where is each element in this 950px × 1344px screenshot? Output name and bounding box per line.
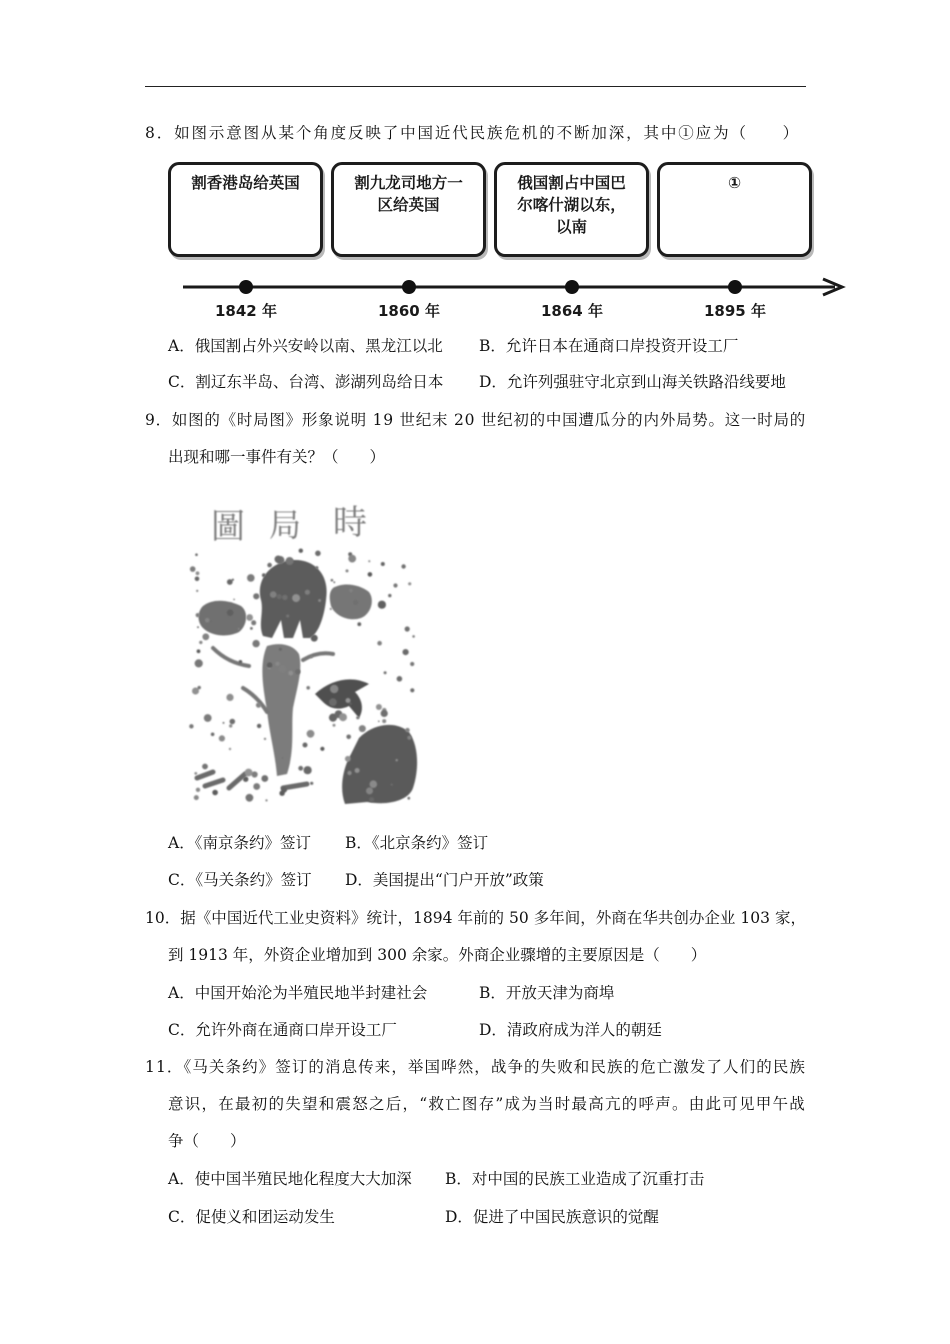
cartoon-speck <box>303 743 308 748</box>
cartoon-speck <box>368 572 373 577</box>
q11-option-c: C．促使义和团运动发生 <box>168 1208 335 1226</box>
cartoon-speck <box>396 759 398 761</box>
cartoon-speck <box>190 566 196 572</box>
q9-stem-line-2: 出现和哪一事件有关？（ ） <box>168 448 386 466</box>
q9-option-d: D．美国提出“门户开放”政策 <box>345 871 544 889</box>
cartoon-speck <box>356 716 359 719</box>
cartoon-speck <box>330 685 338 693</box>
cartoon-speck <box>339 713 347 721</box>
header-rule <box>145 86 806 87</box>
q11-stem-line-2: 意识，在最初的失望和震怒之后，“救亡图存”成为当时最高亢的呼声。由此可见甲午战 <box>168 1095 806 1113</box>
cartoon-title-char-2: 局 <box>268 506 302 544</box>
cartoon-speck <box>403 649 409 655</box>
q8-option-b: B．允许日本在通商口岸投资开设工厂 <box>479 337 739 355</box>
cartoon-speck <box>230 719 236 725</box>
cartoon-speck <box>227 609 234 616</box>
cartoon-speck <box>407 736 411 740</box>
timeline-axis <box>175 275 855 301</box>
cartoon-speck <box>315 566 318 569</box>
cartoon-speck <box>305 590 310 595</box>
cartoon-speck <box>299 549 303 553</box>
q8-stem: 8．如图示意图从某个角度反映了中国近代民族危机的不断加深，其中①应为（ ） <box>145 124 800 142</box>
timeline-box-2 <box>331 162 486 257</box>
q10-stem-line-2: 到 1913 年，外资企业增加到 300 余家。外商企业骤增的主要原因是（ ） <box>168 946 707 964</box>
cartoon-speck <box>370 780 378 788</box>
timeline-box-3-line-3: 以南 <box>555 218 587 236</box>
q11-option-d: D．促进了中国民族意识的觉醒 <box>445 1208 659 1226</box>
cartoon-speck <box>405 728 409 732</box>
cartoon-speck <box>410 688 414 692</box>
timeline-dot-3 <box>565 280 579 294</box>
cartoon-speck <box>349 589 353 593</box>
q8-option-a: A．俄国割占外兴安岭以南、黑龙江以北 <box>168 337 443 355</box>
cartoon-speck <box>196 788 200 792</box>
q11-stem-line-3: 争（ ） <box>168 1132 246 1150</box>
cartoon-speck <box>391 784 393 786</box>
cartoon-speck <box>265 799 267 801</box>
cartoon-speck <box>251 620 256 625</box>
timeline-year-3: 1864 年 <box>541 302 603 320</box>
cartoon-speck <box>286 615 289 618</box>
cartoon-speck <box>275 556 282 563</box>
q10-stem-line-1: 10．据《中国近代工业史资料》统计，1894 年前的 50 多年间，外商在华共创办企业 103 家， <box>145 909 806 927</box>
cartoon-speck <box>205 618 210 623</box>
cartoon-speck <box>238 628 240 630</box>
cartoon-speck <box>210 620 212 622</box>
cartoon-speck <box>359 725 366 732</box>
cartoon-speck <box>189 724 193 728</box>
cartoon-title-char-1: 圖 <box>211 507 245 547</box>
cartoon-speck <box>202 764 208 770</box>
cartoon-speck <box>195 577 200 582</box>
q11-option-b: B．对中国的民族工业造成了沉重打击 <box>445 1170 705 1188</box>
cartoon-speck <box>196 571 200 575</box>
cartoon-speck <box>376 704 382 710</box>
cartoon-speck <box>397 676 403 682</box>
cartoon-speck <box>279 665 286 672</box>
timeline-box-1-line-1: 割香港岛给英国 <box>191 174 300 192</box>
q8-option-d: D．允许列强驻守北京到山海关铁路沿线要地 <box>479 373 786 391</box>
cartoon-speck <box>286 557 294 565</box>
timeline-box-2-line-2: 区给英国 <box>377 196 440 214</box>
cartoon-speck <box>405 626 410 631</box>
cartoon-speck <box>204 714 212 722</box>
cartoon-speck <box>197 626 199 628</box>
cartoon-speck <box>243 777 248 782</box>
q10-option-c: C．允许外商在通商口岸开设工厂 <box>168 1021 397 1039</box>
cartoon-speck <box>412 635 415 638</box>
cartoon-speck <box>311 635 318 642</box>
cartoon-speck <box>310 782 313 785</box>
q10-option-d: D．清政府成为洋人的朝廷 <box>479 1021 662 1039</box>
cartoon-speck <box>232 579 234 581</box>
cartoon-speck <box>194 795 199 800</box>
timeline-box-1 <box>168 162 323 257</box>
q8-option-c: C．割辽东半岛、台湾、澎湖列岛给日本 <box>168 373 444 391</box>
timeline-box-3-line-1: 俄国割占中国巴 <box>517 174 626 192</box>
cartoon-speck <box>262 573 266 577</box>
shijutu-cartoon-image <box>183 488 423 818</box>
cartoon-speck <box>295 669 300 674</box>
timeline-dot-2 <box>402 280 416 294</box>
timeline-box-4-line-1: ① <box>727 174 742 192</box>
cartoon-speck <box>382 719 386 723</box>
cartoon-speck <box>195 659 203 667</box>
cartoon-speck <box>315 551 321 557</box>
q11-option-a: A．使中国半殖民地化程度大大加深 <box>168 1170 412 1188</box>
cartoon-crow-figure <box>315 679 369 718</box>
cartoon-speck <box>253 593 259 599</box>
cartoon-speck <box>194 772 197 775</box>
cartoon-speck <box>229 748 231 750</box>
cartoon-speck <box>353 600 358 605</box>
cartoon-speck <box>401 564 405 568</box>
cartoon-speck <box>229 724 232 727</box>
cartoon-speck <box>195 553 198 556</box>
timeline-box-4 <box>657 162 812 257</box>
cartoon-speck <box>279 648 282 651</box>
cartoon-speck <box>277 594 282 599</box>
cartoon-speck <box>357 622 361 626</box>
cartoon-speck <box>253 783 260 790</box>
cartoon-speck <box>330 608 332 610</box>
cartoon-speck <box>310 656 312 658</box>
timeline-box-3 <box>494 162 649 257</box>
cartoon-speck <box>388 594 391 597</box>
cartoon-speck <box>247 574 255 582</box>
cartoon-speck <box>279 791 284 796</box>
cartoon-speck <box>211 733 215 737</box>
timeline-box-2-line-1: 割九龙司地方一 <box>354 174 463 192</box>
cartoon-speck <box>346 735 351 740</box>
q11-stem-line-1: 11．《马关条约》签订的消息传来，举国哗然，战争的失败和民族的危亡激发了人们的民族 <box>145 1058 806 1076</box>
cartoon-speck <box>197 649 201 653</box>
cartoon-speck <box>252 640 259 647</box>
cartoon-speck <box>307 730 315 738</box>
cartoon-speck <box>261 775 268 782</box>
cartoon-speck <box>256 703 261 708</box>
cartoon-bottom-right-mass <box>342 725 417 804</box>
cartoon-speck <box>219 735 225 741</box>
timeline-box-3-line-2: 尔喀什湖以东， <box>517 196 626 214</box>
cartoon-speck <box>381 710 388 717</box>
cartoon-speck <box>227 579 233 585</box>
q10-option-b: B．开放天津为商埠 <box>479 984 615 1002</box>
cartoon-speck <box>306 686 310 690</box>
cartoon-speck <box>304 766 312 774</box>
cartoon-speck <box>239 660 243 664</box>
cartoon-speck <box>196 613 200 617</box>
cartoon-speck <box>410 662 414 666</box>
cartoon-speck <box>346 569 349 572</box>
cartoon-speck <box>408 582 411 585</box>
cartoon-speck <box>346 698 351 703</box>
timeline-dot-4 <box>728 280 742 294</box>
cartoon-speck <box>384 671 387 674</box>
cartoon-speck <box>264 738 266 740</box>
cartoon-speck <box>257 724 261 728</box>
timeline-year-4: 1895 年 <box>704 302 766 320</box>
cartoon-speck <box>348 555 356 563</box>
cartoon-speck <box>245 769 253 777</box>
cartoon-speck <box>381 562 385 566</box>
cartoon-speck <box>350 703 352 705</box>
timeline-year-2: 1860 年 <box>378 302 440 320</box>
cartoon-speck <box>196 590 198 592</box>
cartoon-speck <box>267 662 273 668</box>
cartoon-speck <box>320 747 324 751</box>
cartoon-speck <box>369 797 374 802</box>
cartoon-speck <box>270 591 277 598</box>
q10-option-a: A．中国开始沦为半殖民地半封建社会 <box>168 984 428 1002</box>
cartoon-speck <box>223 722 225 724</box>
cartoon-speck <box>393 583 397 587</box>
cartoon-speck <box>202 633 209 640</box>
cartoon-speck <box>329 698 337 706</box>
cartoon-speck <box>368 560 370 562</box>
cartoon-speck <box>318 599 321 602</box>
cartoon-speck <box>288 671 293 676</box>
cartoon-speck <box>282 595 287 600</box>
timeline-year-1: 1842 年 <box>215 302 277 320</box>
cartoon-speck <box>246 614 253 621</box>
cartoon-speck <box>246 794 254 802</box>
cartoon-speck <box>226 694 233 701</box>
cartoon-speck <box>275 662 279 666</box>
q9-stem-line-1: 9．如图的《时局图》形象说明 19 世纪末 20 世纪初的中国遭瓜分的内外局势。这一时局的 <box>145 411 806 429</box>
cartoon-speck <box>199 641 202 644</box>
cartoon-speck <box>267 563 272 568</box>
cartoon-speck <box>345 756 351 762</box>
cartoon-left-cluster <box>199 601 247 636</box>
cartoon-speck <box>333 581 335 583</box>
cartoon-speck <box>355 768 360 773</box>
cartoon-speck <box>378 721 380 723</box>
cartoon-speck <box>333 724 336 727</box>
cartoon-speck <box>282 757 284 759</box>
cartoon-speck <box>377 641 382 646</box>
cartoon-speck <box>378 601 386 609</box>
cartoon-speck <box>347 771 351 775</box>
cartoon-speck <box>212 790 218 796</box>
cartoon-speck <box>366 787 373 794</box>
q9-option-c: C．《马关条约》签订 <box>168 871 312 889</box>
cartoon-speck <box>298 766 303 771</box>
q9-option-b: B．《北京条约》签订 <box>345 834 489 852</box>
timeline-dot-1 <box>239 280 253 294</box>
cartoon-speck <box>292 594 300 602</box>
cartoon-speck <box>192 688 199 695</box>
cartoon-speck <box>407 797 410 800</box>
q9-option-a: A．《南京条约》签订 <box>168 834 311 852</box>
cartoon-speck <box>233 599 235 601</box>
cartoon-speck <box>250 627 253 630</box>
cartoon-speck <box>331 579 334 582</box>
cartoon-title-char-3: 時 <box>333 503 367 543</box>
